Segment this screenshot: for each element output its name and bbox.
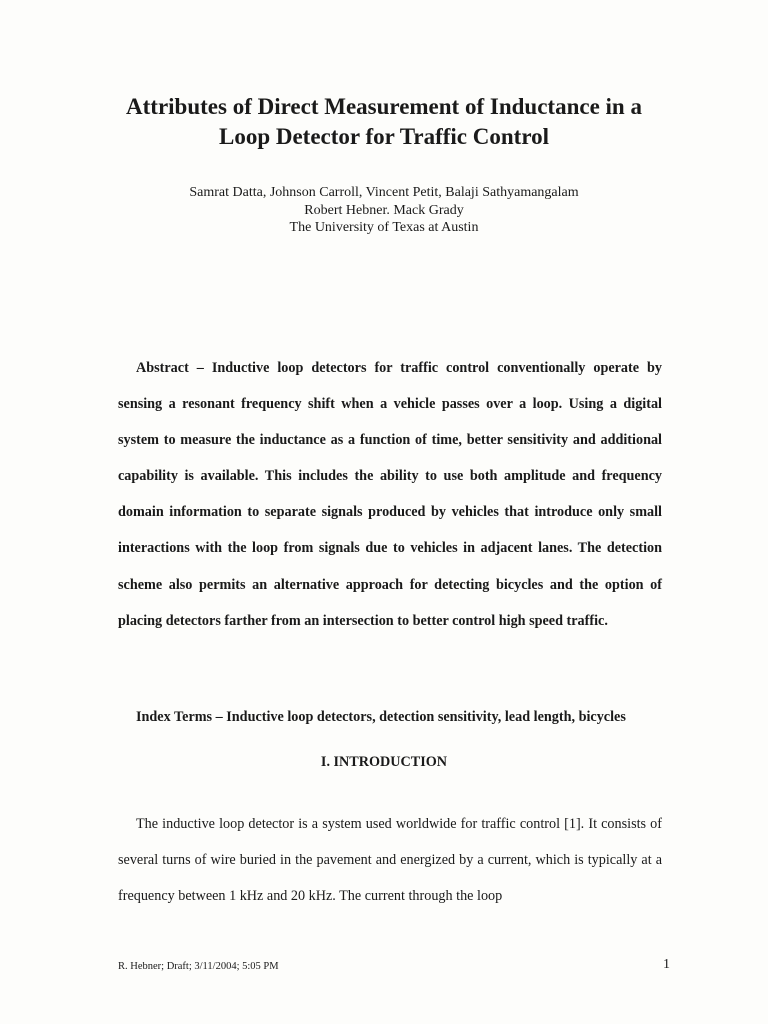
section-heading-introduction: I. INTRODUCTION: [320, 754, 448, 770]
authors-line-1: Samrat Datta, Johnson Carroll, Vincent Petit, Balaji Sathyamangalam: [189, 185, 579, 200]
index-terms: Index Terms – Inductive loop detectors, detection sensitivity, lead length, bicycles: [136, 709, 626, 725]
page-number: 1: [663, 957, 670, 972]
paper-title: [60, 92, 708, 152]
title-line-2: Loop Detector for Traffic Control: [218, 124, 550, 149]
introduction-paragraph: The inductive loop detector is a system used worldwide for traffic control [1]. It consists of several turns of wire buried in the pavement and energized by a current, which is typically at a frequency between 1 kHz and 20 kHz. The current through the loop: [118, 816, 662, 905]
abstract: Abstract – Inductive loop detectors for traffic control conventionally operate by sensing a resonant frequency shift when a vehicle passes over a loop. Using a digital system to measure the inductance as a function of time, better sensitivity and additional capability is available. This includes the ability to use both amplitude and frequency domain information to separate signals produced by vehicles that introduce only small interactions with the loop from signals due to vehicles in adjacent lanes. The detection scheme also permits an alternative approach for detecting bicycles and the option of placing detectors farther from an intersection to better control high speed traffic.: [118, 360, 662, 629]
footer-draft-note: R. Hebner; Draft; 3/11/2004; 5:05 PM: [118, 961, 279, 972]
affiliation: The University of Texas at Austin: [289, 220, 479, 235]
title-line-1: Attributes of Direct Measurement of Inductance in a: [126, 94, 642, 119]
author-block: [60, 184, 708, 237]
authors-line-2: Robert Hebner. Mack Grady: [304, 202, 464, 218]
